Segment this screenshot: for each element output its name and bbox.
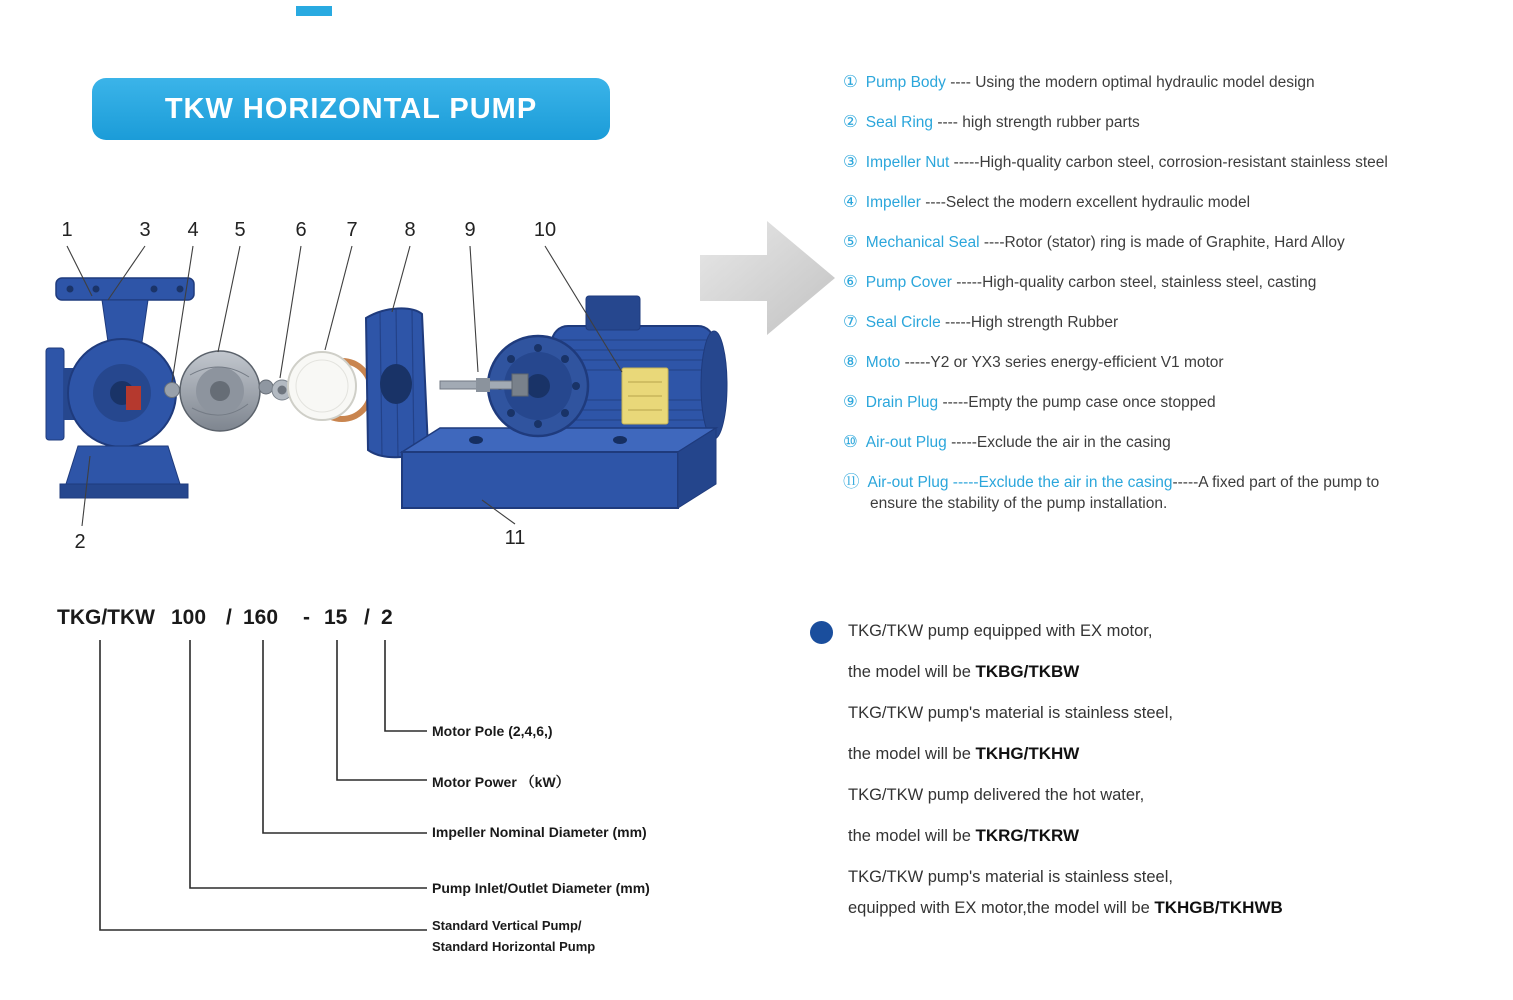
model-code-separator: / xyxy=(226,606,232,629)
diagram-callout: 10 xyxy=(533,219,557,241)
parts-list xyxy=(843,72,1503,514)
note-text: the model will be xyxy=(848,827,976,845)
note-line xyxy=(848,700,1468,726)
diagram-callout: 5 xyxy=(234,219,246,241)
note-text: TKG/TKW pump delivered the hot water, xyxy=(848,786,1145,804)
part-name: Pump Cover xyxy=(865,274,952,291)
part-name: Air-out Plug xyxy=(867,474,949,491)
part-name: Impeller xyxy=(865,194,921,211)
part-number: ⑪ xyxy=(843,473,860,491)
part-desc: -----High-quality carbon steel, stainless steel, casting xyxy=(951,274,1317,291)
part-desc: ----Rotor (stator) ring is made of Graphite, Hard Alloy xyxy=(979,234,1345,251)
note-model: TKRG/TKRW xyxy=(975,826,1080,845)
part-number: ② xyxy=(843,113,858,131)
model-code-separator: / xyxy=(364,606,370,629)
model-label-pump-type-line1: Standard Vertical Pump/ xyxy=(432,918,582,933)
diagram-callout: 9 xyxy=(464,219,476,241)
model-label-inlet-outlet: Pump Inlet/Outlet Diameter (mm) xyxy=(432,880,650,896)
impeller-graphic xyxy=(180,351,260,431)
part-name: Moto xyxy=(865,354,901,371)
part-number: ③ xyxy=(843,153,858,171)
model-tree-lines xyxy=(40,600,740,970)
note-line xyxy=(848,823,1468,849)
note-line xyxy=(848,659,1468,685)
diagram-callout: 6 xyxy=(295,219,307,241)
model-code-segment: 100 xyxy=(171,606,207,629)
model-code-segment: 160 xyxy=(243,606,279,629)
page-title-banner xyxy=(92,78,610,140)
diagram-callout: 7 xyxy=(346,219,358,241)
part-number: ⑦ xyxy=(843,313,858,331)
part-name: Seal Circle xyxy=(865,314,941,331)
model-code-segment: 15 xyxy=(324,606,348,629)
arrow-right-graphic xyxy=(695,205,840,340)
part-desc: -----Exclude the air in the casing xyxy=(946,434,1171,451)
note-text: equipped with EX motor,the model will be xyxy=(848,899,1155,917)
part-desc: ---- high strength rubber parts xyxy=(933,114,1140,131)
diagram-callout: 1 xyxy=(61,219,73,241)
part-item xyxy=(843,232,1503,253)
base-plate-graphic xyxy=(402,428,716,508)
part-item xyxy=(843,272,1503,293)
top-accent-mark xyxy=(296,6,332,16)
model-label-pump-type xyxy=(432,915,595,957)
part-name: Impeller Nut xyxy=(865,154,950,171)
part-name: Air-out Plug xyxy=(865,434,947,451)
part-number: ⑩ xyxy=(843,433,858,451)
note-model: TKHGB/TKHWB xyxy=(1154,898,1283,917)
part-number: ① xyxy=(843,73,858,91)
note-text: TKG/TKW pump's material is stainless steel, xyxy=(848,868,1173,886)
model-label-pump-type-line2: Standard Horizontal Pump xyxy=(432,939,596,954)
note-model: TKHG/TKHW xyxy=(975,744,1080,763)
bullet-icon xyxy=(810,621,833,644)
part-desc: ----Select the modern excellent hydraulic model xyxy=(920,194,1251,211)
model-label-motor-power: Motor Power （kW） xyxy=(432,774,570,790)
note-model: TKBG/TKBW xyxy=(975,662,1080,681)
note-text: the model will be xyxy=(848,663,976,681)
model-label-impeller-diameter: Impeller Nominal Diameter (mm) xyxy=(432,824,647,840)
part-item xyxy=(843,192,1503,213)
diagram-callout: 2 xyxy=(74,531,86,553)
part-number: ⑥ xyxy=(843,273,858,291)
part-item xyxy=(843,352,1503,373)
page-title: TKW HORIZONTAL PUMP xyxy=(164,92,538,125)
part-item xyxy=(843,152,1503,173)
part-desc-blue: -----Exclude the air in the casing xyxy=(948,474,1173,491)
notes-section xyxy=(848,618,1468,936)
model-code-prefix: TKG/TKW xyxy=(57,606,155,629)
part-item xyxy=(843,432,1503,453)
part-name: Drain Plug xyxy=(865,394,939,411)
note-line xyxy=(848,895,1468,921)
note-line xyxy=(848,864,1468,890)
part-desc: -----Y2 or YX3 series energy-efficient V1 motor xyxy=(900,354,1224,371)
diagram-callout: 3 xyxy=(139,219,151,241)
pump-cover-graphic xyxy=(366,308,428,458)
model-label-motor-pole: Motor Pole (2,4,6,) xyxy=(432,723,553,739)
part-name: Pump Body xyxy=(865,74,946,91)
part-desc-line2: ensure the stability of the pump installation. xyxy=(870,495,1168,512)
seal-circle-graphic xyxy=(288,352,371,420)
part-item xyxy=(843,392,1503,413)
part-desc: -----High-quality carbon steel, corrosion-resistant stainless steel xyxy=(949,154,1388,171)
impeller-nut-graphic xyxy=(165,383,180,398)
note-text: TKG/TKW pump's material is stainless steel, xyxy=(848,704,1173,722)
note-text: the model will be xyxy=(848,745,976,763)
model-code-separator: - xyxy=(303,606,310,629)
part-number: ⑧ xyxy=(843,353,858,371)
part-desc: -----Empty the pump case once stopped xyxy=(938,394,1216,411)
part-item xyxy=(843,312,1503,333)
part-number: ④ xyxy=(843,193,858,211)
part-name: Seal Ring xyxy=(865,114,934,131)
part-item xyxy=(843,112,1503,133)
part-number: ⑨ xyxy=(843,393,858,411)
model-code-segment: 2 xyxy=(381,606,393,629)
note-line xyxy=(848,741,1468,767)
diagram-callout: 11 xyxy=(504,527,526,549)
note-line xyxy=(848,782,1468,808)
part-desc: -----High strength Rubber xyxy=(940,314,1119,331)
part-name: Mechanical Seal xyxy=(865,234,980,251)
shaft-graphic xyxy=(440,374,528,396)
part-desc: -----A fixed part of the pump to xyxy=(1172,474,1380,491)
part-item xyxy=(843,472,1503,514)
note-text: TKG/TKW pump equipped with EX motor, xyxy=(848,622,1153,640)
diagram-callout: 8 xyxy=(404,219,416,241)
pump-exploded-diagram xyxy=(30,200,790,580)
part-item xyxy=(843,72,1503,93)
note-line xyxy=(848,618,1468,644)
diagram-callout: 4 xyxy=(187,219,199,241)
part-number: ⑤ xyxy=(843,233,858,251)
part-desc: ---- Using the modern optimal hydraulic model design xyxy=(945,74,1315,91)
